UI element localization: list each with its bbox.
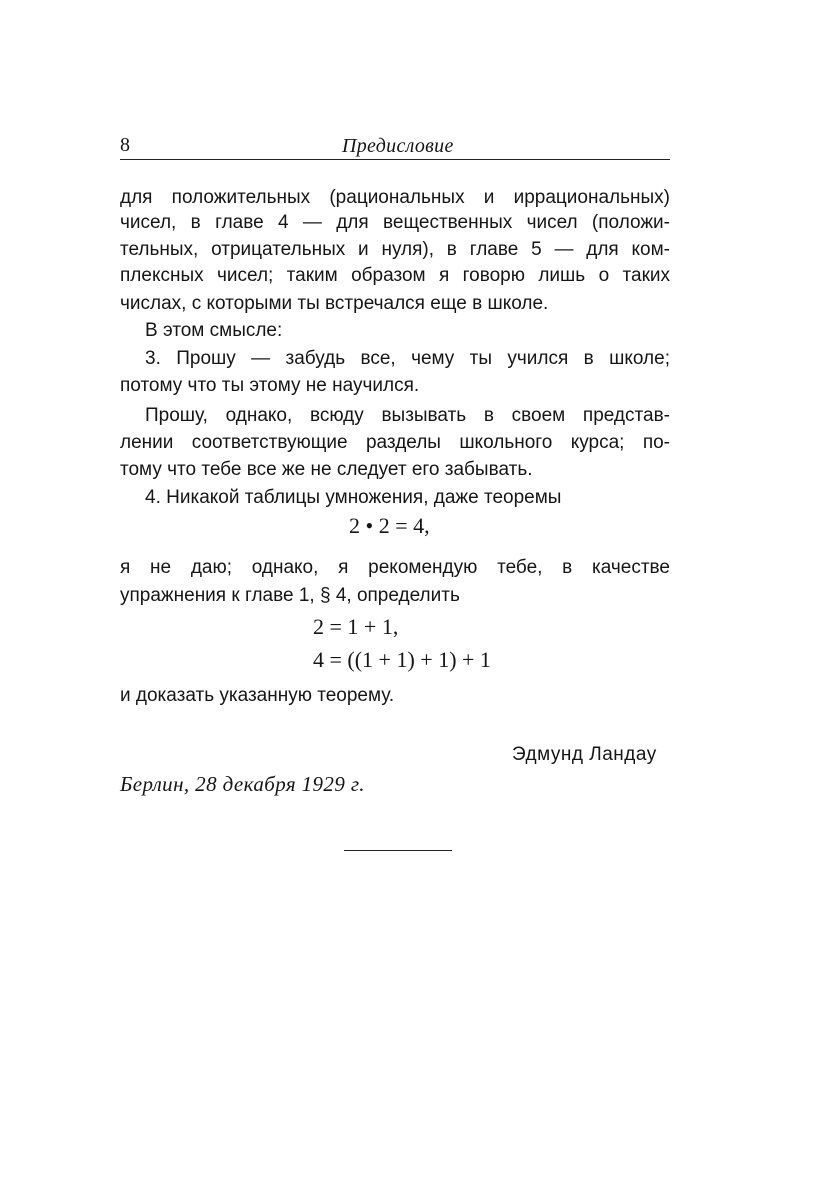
formula-definition-2: 2 = 1 + 1,: [313, 614, 399, 639]
text-line: Прошу, однако, всюду вызывать в своем представ-: [145, 405, 670, 426]
place-date: Берлин, 28 декабря 1929 г.: [120, 772, 365, 796]
text-line: для положительных (рациональных и иррациональных): [120, 187, 670, 208]
text-line: плексных чисел; таким образом я говорю лишь о таких: [120, 265, 670, 286]
text-line: тельных, отрицательных и нуля), в главе 5 — для ком-: [120, 239, 670, 260]
author-signature: Эдмунд Ландау: [512, 744, 657, 765]
text-line: В этом смысле:: [145, 320, 283, 341]
text-line: и доказать указанную теорему.: [120, 685, 395, 706]
end-rule: [344, 850, 452, 851]
text-line: упражнения к главе 1, § 4, определить: [120, 585, 460, 606]
formula-definition-4: 4 = ((1 + 1) + 1) + 1: [313, 647, 491, 672]
page-header: [120, 134, 670, 160]
text-line: тому что тебе все же не следует его забывать.: [120, 459, 533, 480]
text-line: я не даю; однако, я рекомендую тебе, в качестве: [120, 557, 670, 578]
text-line: чисел, в главе 4 — для вещественных чисел (положи-: [120, 212, 670, 233]
header-rule: [120, 159, 670, 160]
text-line: лении соответствующие разделы школьного курса; по-: [120, 432, 670, 453]
page-number: 8: [120, 134, 130, 156]
running-title: Предисловие: [342, 135, 454, 157]
formula-theorem: 2 • 2 = 4,: [349, 513, 430, 538]
item-3-line: 3. Прошу — забудь все, чему ты учился в школе;: [145, 348, 670, 369]
item-4-line: 4. Никакой таблицы умножения, даже теоремы: [145, 487, 562, 508]
text-line: числах, с которыми ты встречался еще в школе.: [120, 293, 549, 314]
text-line: потому что ты этому не научился.: [120, 375, 420, 396]
